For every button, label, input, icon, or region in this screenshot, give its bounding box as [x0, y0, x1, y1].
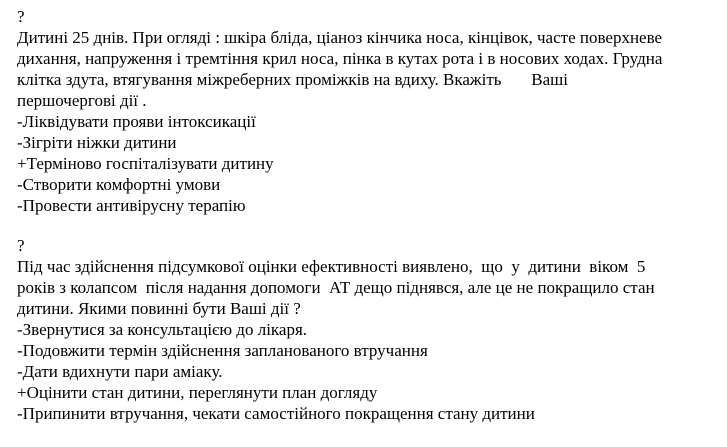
- question-stem-line: першочергові дії .: [17, 91, 147, 110]
- question-marker: ?: [17, 236, 25, 255]
- answer-option: -Припинити втручання, чекати самостійного покращення стану дитини: [17, 404, 535, 423]
- question-stem-line: дитини. Якими повинні бути Ваші дії ?: [17, 299, 301, 318]
- question-stem-line: Дитині 25 днів. При огляді : шкіра бліда, ціаноз кінчика носа, кінцівок, часте поверхневе: [17, 28, 663, 47]
- answer-option: -Провести антивірусну терапію: [17, 196, 246, 215]
- answer-option: -Подовжити термін здійснення запланованого втручання: [17, 341, 428, 360]
- paragraph-spacer: [17, 216, 721, 235]
- document-body: [17, 6, 721, 424]
- question-stem-line: дихання, напруження і тремтіння крил носа, пінка в кутах рота і в носових ходах. Грудна: [17, 49, 663, 68]
- answer-option-correct: +Оцінити стан дитини, переглянути план догляду: [17, 383, 378, 402]
- answer-option: -Ліквідувати прояви інтоксикації: [17, 112, 256, 131]
- question-stem-line: Під час здійснення підсумкової оцінки ефективності виявлено, що у дитини віком 5: [17, 257, 646, 276]
- question-stem-line: клітка здута, втягування міжреберних проміжків на вдиху. Вкажіть Ваші: [17, 70, 568, 89]
- answer-option: -Звернутися за консультацією до лікаря.: [17, 320, 308, 339]
- question-marker: ?: [17, 7, 25, 26]
- question-block-2: [17, 235, 721, 424]
- answer-option-correct: +Терміново госпіталізувати дитину: [17, 154, 274, 173]
- answer-option: -Зігріти ніжки дитини: [17, 133, 177, 152]
- question-block-1: [17, 6, 721, 216]
- question-stem-line: років з колапсом після надання допомоги АТ дещо піднявся, але це не покращило стан: [17, 278, 655, 297]
- answer-option: -Створити комфортні умови: [17, 175, 221, 194]
- answer-option: -Дати вдихнути пари аміаку.: [17, 362, 223, 381]
